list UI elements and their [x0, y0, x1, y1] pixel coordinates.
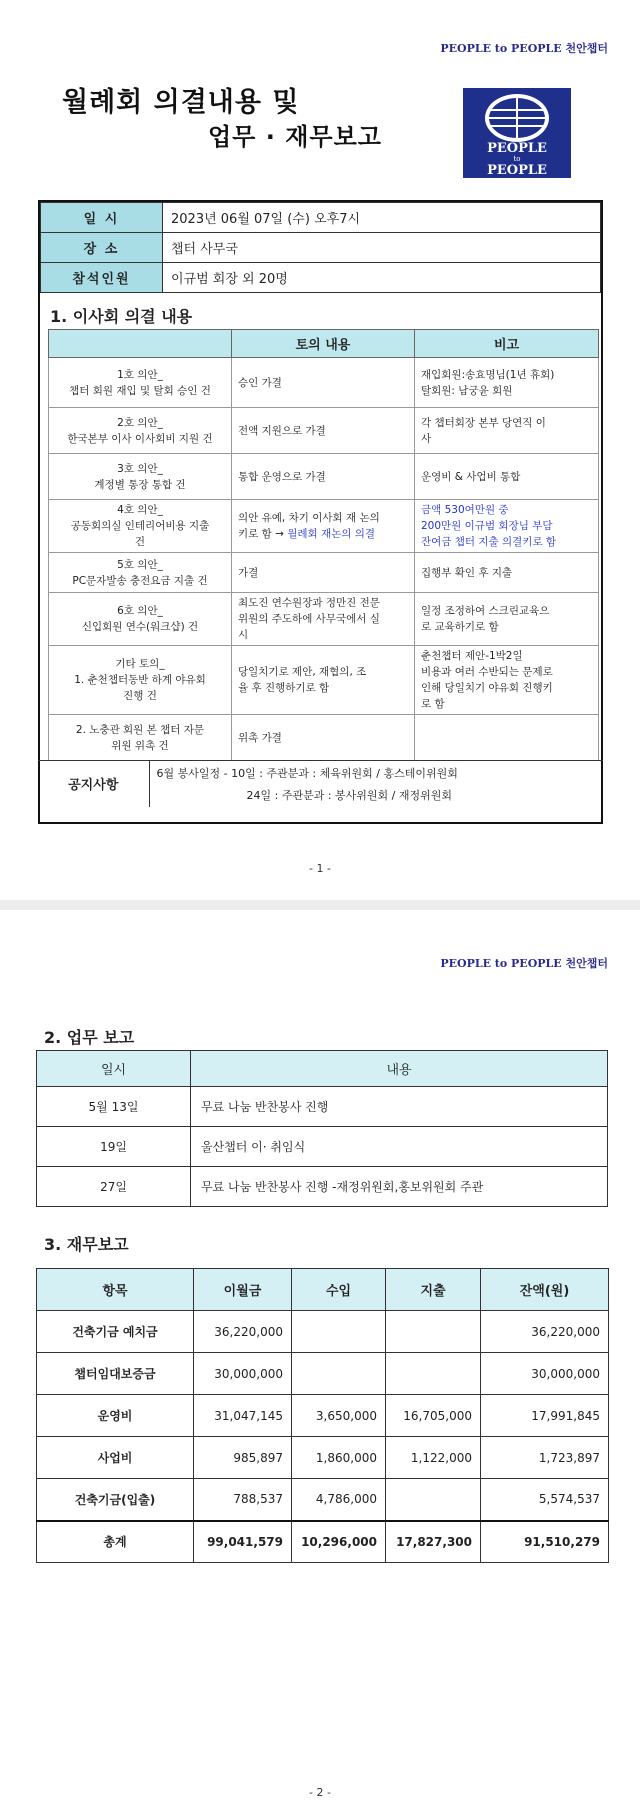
finance-value: 16,705,000	[386, 1395, 481, 1437]
finance-value: 36,220,000	[194, 1311, 292, 1353]
work-report-table	[36, 1050, 608, 1207]
finance-item-name: 사업비	[37, 1437, 194, 1479]
finance-value: 4,786,000	[292, 1479, 386, 1521]
agenda-header-content: 토의 내용	[232, 330, 415, 358]
agenda-item	[49, 408, 232, 454]
cell-line	[238, 595, 408, 611]
agenda-content	[232, 553, 415, 593]
finance-header: 수입	[292, 1269, 386, 1311]
finance-value: 1,723,897	[481, 1437, 609, 1479]
meeting-info-row	[41, 263, 601, 293]
agenda-header-item	[49, 330, 232, 358]
cell-line: 탈회원: 남궁윤 회원	[421, 384, 513, 397]
finance-value: 3,650,000	[292, 1395, 386, 1437]
agenda-item	[49, 715, 232, 761]
finance-row	[37, 1479, 609, 1521]
cell-line: 재입회원:송효명님(1년 휴회)	[421, 368, 555, 381]
finance-value: 1,122,000	[386, 1437, 481, 1479]
cell-text: 시	[238, 629, 249, 641]
finance-value	[386, 1479, 481, 1521]
cell-text: 승인 가결	[238, 376, 282, 389]
agenda-item	[49, 454, 232, 500]
agenda-row	[49, 408, 599, 454]
notice-table	[38, 760, 603, 807]
meeting-info-value: 2023년 06월 07일 (수) 오후7시	[163, 203, 601, 233]
cell-text: 당일치기로 제안, 재협의, 조	[238, 666, 367, 678]
cell-line: 2호 의안_	[117, 416, 163, 429]
cell-line: 건	[134, 536, 146, 548]
agenda-note	[415, 358, 599, 408]
cell-line	[238, 565, 408, 581]
cell-text: 율 후 진행하기로 함	[238, 682, 330, 694]
cell-line	[238, 375, 408, 391]
work-row	[37, 1167, 608, 1207]
page-number-2: - 2 -	[309, 1786, 331, 1799]
cell-line: 금액 530여만원 중	[421, 504, 509, 516]
cell-line: 인해 당일치기 야유회 진행키	[421, 682, 553, 694]
meeting-info-row	[41, 203, 601, 233]
cell-text: 전액 지원으로 가결	[238, 424, 326, 437]
finance-value: 17,991,845	[481, 1395, 609, 1437]
agenda-item	[49, 646, 232, 715]
cell-line: PC문자발송 충전요금 지출 건	[72, 574, 208, 587]
cell-line: 신입회원 연수(워크샵) 건	[81, 621, 199, 633]
meeting-info-table	[40, 202, 601, 293]
agenda-content	[232, 500, 415, 553]
cell-line: 4호 의안_	[117, 504, 163, 516]
meeting-info-row	[41, 233, 601, 263]
agenda-row	[49, 646, 599, 715]
section-2-title: 2. 업무 보고	[44, 1028, 135, 1047]
cell-line: 진행 건	[123, 690, 157, 702]
agenda-row	[49, 553, 599, 593]
cell-line: 6호 의안_	[117, 605, 163, 617]
cell-line: 운영비 & 사업비 통합	[421, 470, 521, 483]
cell-line	[238, 664, 408, 680]
agenda-table	[48, 329, 599, 761]
finance-value: 36,220,000	[481, 1311, 609, 1353]
finance-item-name: 건축기금(입출)	[37, 1479, 194, 1521]
notice-label: 공지사항	[38, 761, 149, 807]
meeting-info-label: 참석인원	[41, 263, 163, 293]
agenda-note	[415, 646, 599, 715]
cell-line: 챕터 회원 재입 및 탈회 승인 건	[69, 384, 211, 397]
finance-value: 1,860,000	[292, 1437, 386, 1479]
svg-text:PEOPLE: PEOPLE	[487, 163, 547, 178]
finance-item-name: 총계	[37, 1521, 194, 1563]
cell-text: 위촉 가결	[238, 731, 282, 744]
cell-line: 5호 의안_	[117, 558, 163, 571]
page-1	[0, 0, 640, 900]
finance-item-name: 건축기금 예치금	[37, 1311, 194, 1353]
finance-header: 지출	[386, 1269, 481, 1311]
finance-header: 항목	[37, 1269, 194, 1311]
cell-text: 통합 운영으로 가결	[238, 470, 326, 483]
agenda-item	[49, 593, 232, 646]
finance-table	[36, 1268, 609, 1563]
finance-row	[37, 1437, 609, 1479]
title-line-1: 월례회 의결내용 및	[62, 87, 300, 118]
svg-text:PEOPLE: PEOPLE	[487, 141, 547, 156]
cell-line: 춘천챕터 제안-1박2일	[421, 650, 523, 662]
agenda-item	[49, 553, 232, 593]
cell-line	[238, 730, 408, 746]
cell-line	[238, 423, 408, 439]
meeting-info-value: 이규범 회장 외 20명	[163, 263, 601, 293]
finance-value: 985,897	[194, 1437, 292, 1479]
notice-line-1: 6월 봉사일정 - 10일 : 주관분과 : 체육위원회 / 홍스테이위원회	[156, 766, 458, 780]
work-row	[37, 1087, 608, 1127]
cell-line	[238, 611, 408, 627]
cell-text-highlight: 월례회 재논의 의결	[287, 528, 376, 540]
cell-line	[238, 510, 408, 526]
finance-value	[292, 1353, 386, 1395]
finance-item-name: 운영비	[37, 1395, 194, 1437]
cell-line: 1. 춘천챕터동반 하계 야유회	[74, 674, 206, 686]
cell-line: 잔여금 챕터 지출 의결키로 함	[421, 536, 557, 548]
cell-text: 최도진 연수원장과 정만진 전문	[238, 597, 380, 609]
work-header-date: 일시	[37, 1051, 191, 1087]
people-to-people-logo	[463, 88, 571, 178]
agenda-row	[49, 454, 599, 500]
agenda-content	[232, 593, 415, 646]
finance-value: 788,537	[194, 1479, 292, 1521]
finance-value	[386, 1353, 481, 1395]
cell-line	[238, 627, 408, 643]
finance-row	[37, 1311, 609, 1353]
agenda-content	[232, 646, 415, 715]
agenda-item	[49, 358, 232, 408]
cell-line: 집행부 확인 후 지출	[421, 566, 513, 579]
cell-line: 사	[421, 432, 432, 445]
cell-text: 가결	[238, 566, 259, 579]
notice-content	[149, 761, 603, 807]
svg-text:to: to	[513, 155, 521, 163]
work-date: 27일	[37, 1167, 191, 1207]
cell-line	[238, 680, 408, 696]
cell-line	[238, 469, 408, 485]
cell-text: 위원의 주도하에 사무국에서 실	[238, 613, 380, 625]
work-content: 울산챕터 이· 취임식	[191, 1127, 608, 1167]
cell-line: 2. 노충관 회원 본 챕터 자문	[75, 723, 205, 736]
finance-value	[386, 1311, 481, 1353]
finance-value: 10,296,000	[292, 1521, 386, 1563]
meeting-info-label: 일 시	[41, 203, 163, 233]
finance-value: 17,827,300	[386, 1521, 481, 1563]
agenda-content	[232, 408, 415, 454]
cell-line: 3호 의안_	[117, 462, 163, 475]
cell-line: 200만원 이규범 회장님 부담	[421, 520, 553, 532]
cell-line: 기타 토의_	[115, 658, 165, 670]
finance-value: 30,000,000	[194, 1353, 292, 1395]
meeting-info-label: 장 소	[41, 233, 163, 263]
page-number-1: - 1 -	[309, 862, 331, 875]
cell-line: 각 챕터회장 본부 당연직 이	[421, 416, 546, 429]
header-org: PEOPLE to PEOPLE 천안챕터	[440, 42, 608, 55]
agenda-content	[232, 358, 415, 408]
agenda-note	[415, 454, 599, 500]
notice-line-2: 24일 : 주관분과 : 봉사위원회 / 재정위원회	[246, 788, 452, 802]
header-org-page2: PEOPLE to PEOPLE 천안챕터	[440, 957, 608, 970]
agenda-note	[415, 715, 599, 761]
work-header-content: 내용	[191, 1051, 608, 1087]
cell-line: 로 교육하기로 함	[421, 621, 499, 633]
finance-value: 31,047,145	[194, 1395, 292, 1437]
cell-text: 키로 함 →	[238, 528, 288, 540]
cell-line: 로 함	[421, 698, 445, 710]
work-date: 19일	[37, 1127, 191, 1167]
agenda-content	[232, 715, 415, 761]
agenda-note	[415, 593, 599, 646]
cell-line: 일정 조정하여 스크린교육으	[421, 605, 550, 617]
finance-value: 30,000,000	[481, 1353, 609, 1395]
finance-total-row	[37, 1521, 609, 1563]
agenda-note	[415, 408, 599, 454]
finance-item-name: 챕터임대보증금	[37, 1353, 194, 1395]
finance-row	[37, 1395, 609, 1437]
finance-value: 99,041,579	[194, 1521, 292, 1563]
agenda-row	[49, 715, 599, 761]
section-1-title: 1. 이사회 의결 내용	[50, 307, 193, 326]
finance-value: 91,510,279	[481, 1521, 609, 1563]
agenda-note	[415, 500, 599, 553]
work-content: 무료 나눔 반찬봉사 진행	[191, 1087, 608, 1127]
agenda-row	[49, 593, 599, 646]
cell-line: 공동회의실 인테리어비용 지출	[70, 520, 210, 532]
agenda-row	[49, 358, 599, 408]
agenda-content	[232, 454, 415, 500]
finance-header: 잔액(원)	[481, 1269, 609, 1311]
finance-value	[292, 1311, 386, 1353]
agenda-row	[49, 500, 599, 553]
cell-line: 1호 의안_	[117, 368, 163, 381]
work-content: 무료 나눔 반찬봉사 진행 -재정위원회,홍보위원회 주관	[191, 1167, 608, 1207]
cell-line: 계정별 통장 통합 건	[94, 478, 186, 491]
cell-text: 의안 유예, 차기 이사회 재 논의	[238, 512, 380, 524]
finance-value: 5,574,537	[481, 1479, 609, 1521]
cell-line: 한국본부 이사 이사회비 지원 건	[67, 432, 213, 445]
cell-line: 위원 위촉 건	[111, 739, 169, 752]
agenda-header-note: 비고	[415, 330, 599, 358]
agenda-note	[415, 553, 599, 593]
work-date: 5월 13일	[37, 1087, 191, 1127]
title-line-2: 업무 · 재무보고	[208, 123, 382, 151]
work-row	[37, 1127, 608, 1167]
finance-row	[37, 1353, 609, 1395]
cell-line	[238, 526, 408, 542]
meeting-info-value: 챕터 사무국	[163, 233, 601, 263]
section-3-title: 3. 재무보고	[44, 1235, 129, 1254]
agenda-item	[49, 500, 232, 553]
cell-line: 비용과 여러 수반되는 문제로	[421, 666, 553, 678]
finance-header: 이월금	[194, 1269, 292, 1311]
